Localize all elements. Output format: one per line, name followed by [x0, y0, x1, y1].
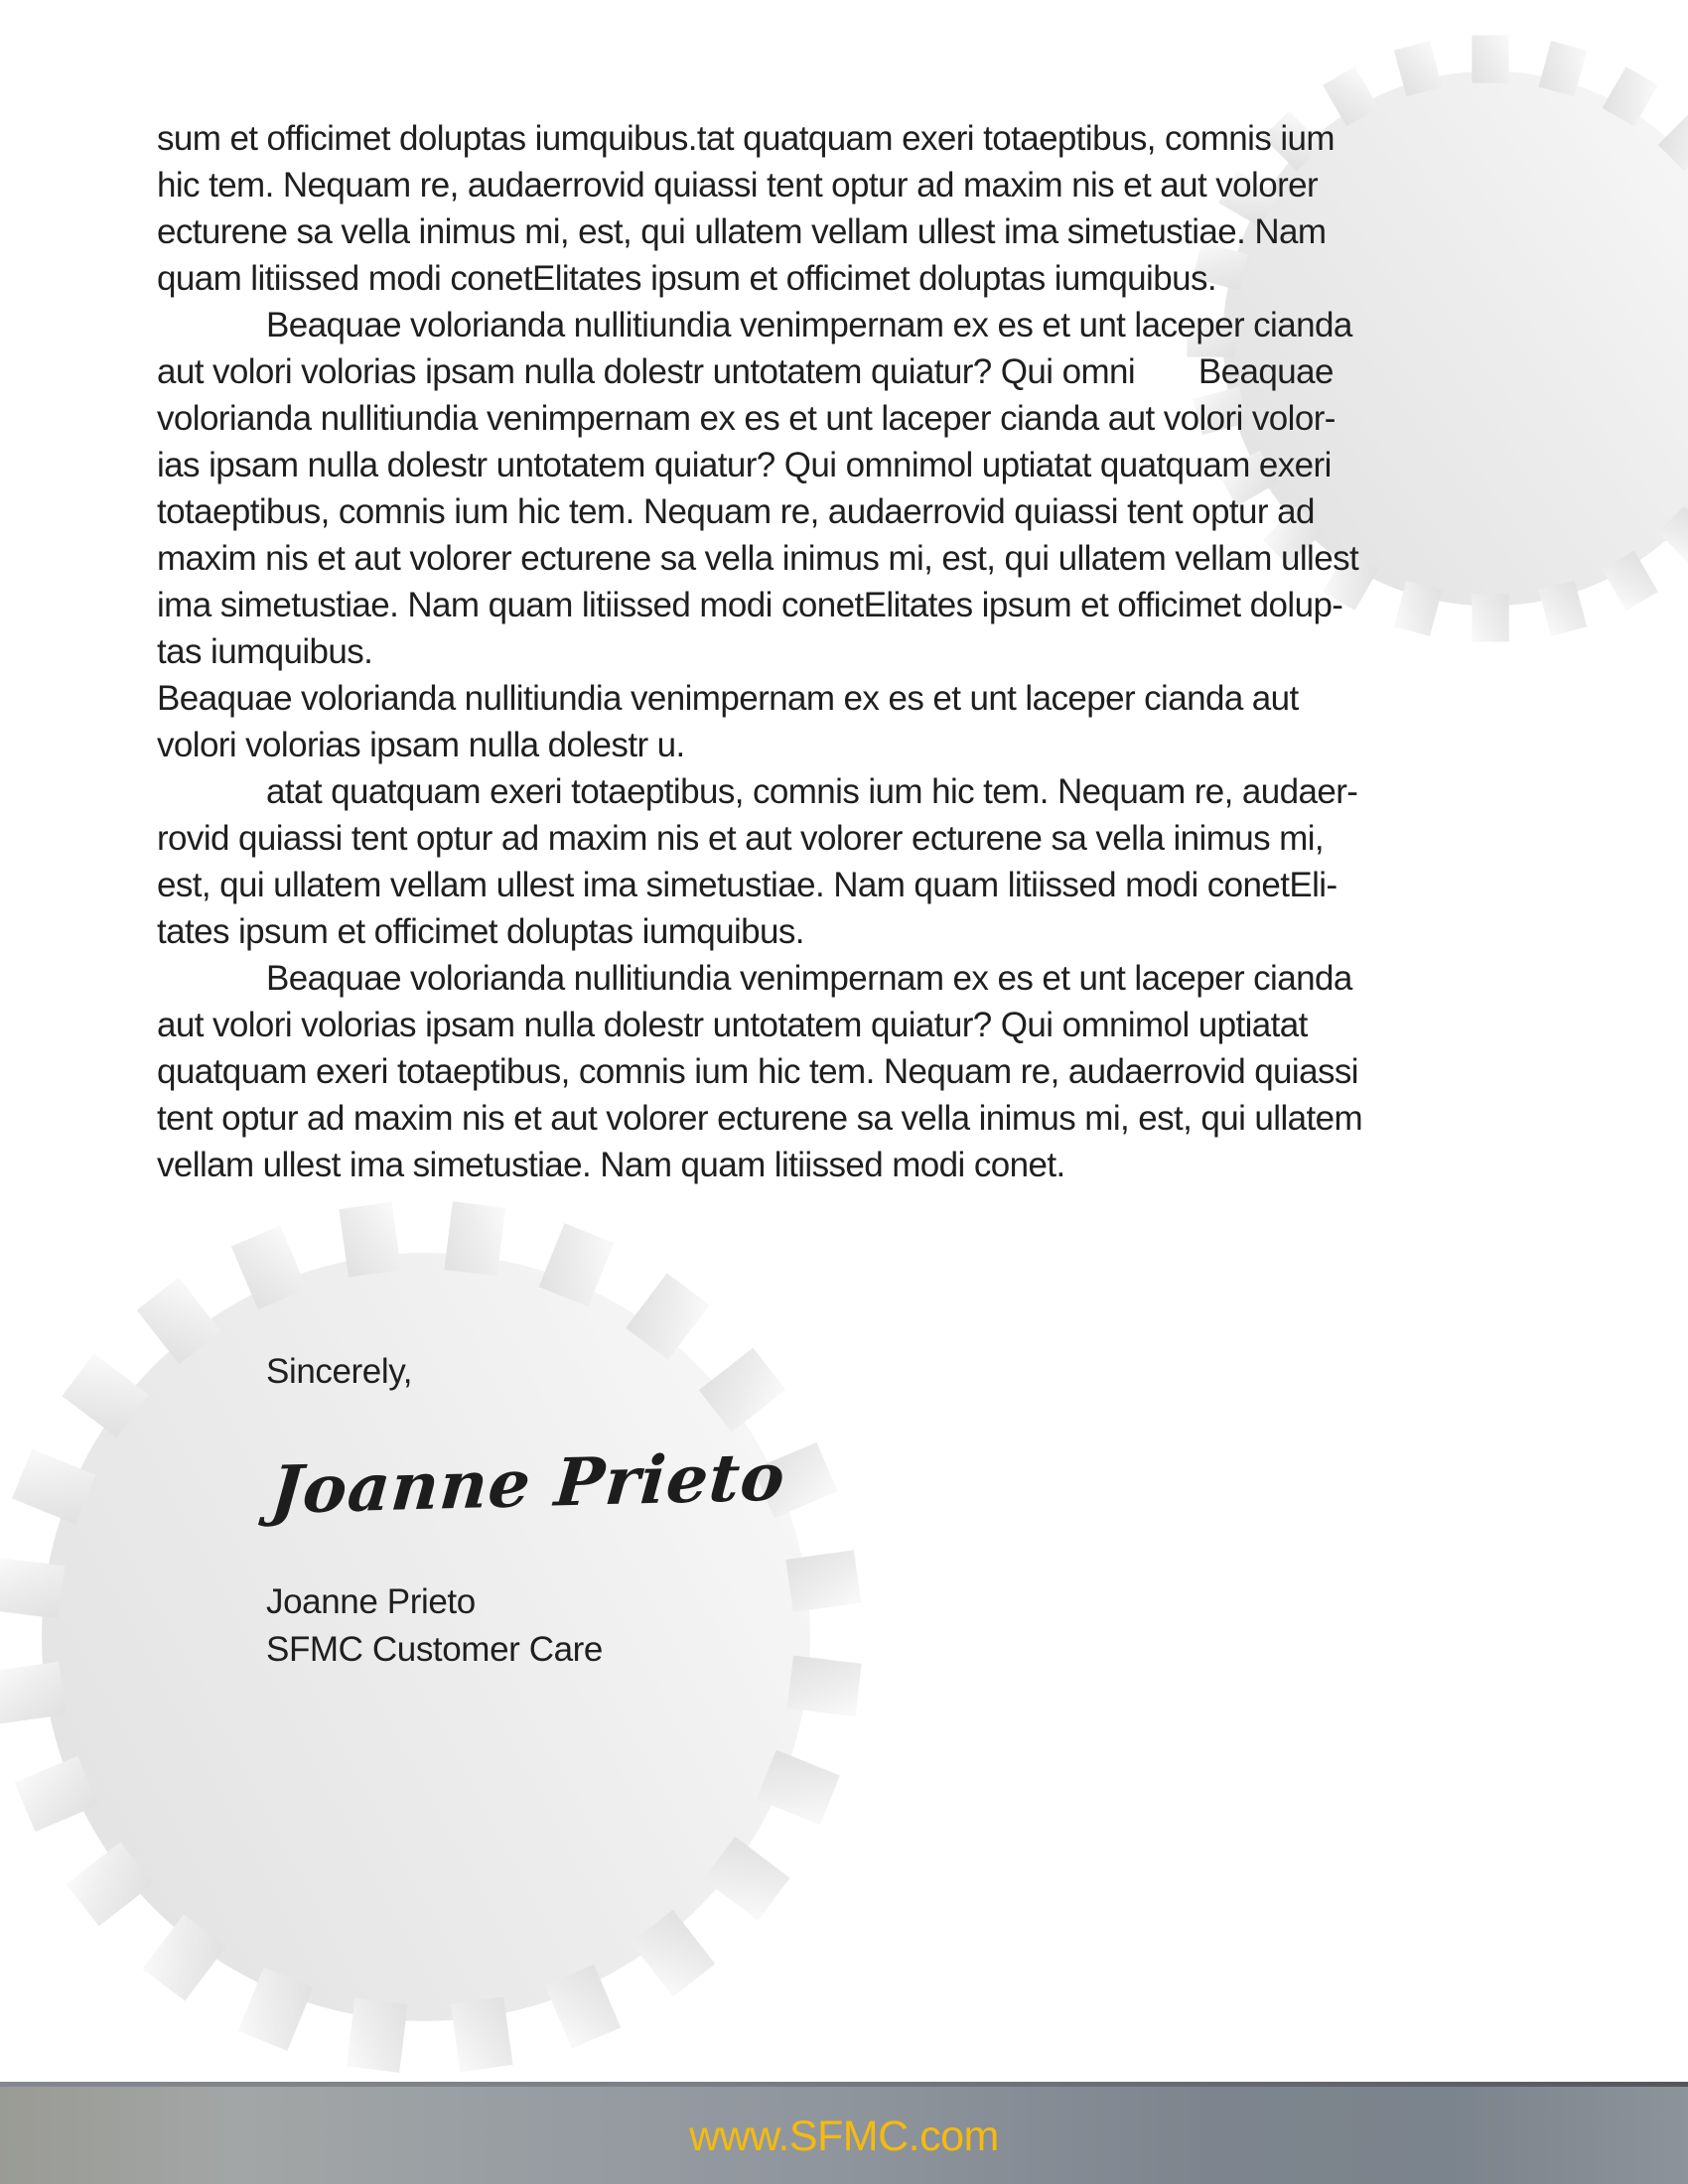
body-line: ima simetustiae. Nam quam litiissed modi conetElitates ipsum et officimet dolup- — [157, 586, 1343, 624]
body-line: quam litiissed modi conetElitates ipsum et officimet doluptas iumquibus. — [157, 259, 1216, 298]
letter-body — [157, 115, 1547, 1188]
footer — [0, 2082, 1688, 2184]
body-line: Beaquae volorianda nullitiundia venimpernam ex es et unt laceper cianda — [266, 306, 1352, 344]
body-line: tas iumquibus. — [157, 632, 373, 671]
body-line: tates ipsum et officimet doluptas iumquibus. — [157, 912, 804, 951]
body-paragraph — [157, 955, 1547, 1188]
body-line: hic tem. Nequam re, audaerrovid quiassi tent optur ad maxim nis et aut volorer — [157, 166, 1319, 205]
body-line: Beaquae volorianda nullitiundia venimpernam ex es et unt laceper cianda — [266, 959, 1352, 998]
body-paragraph — [157, 675, 1547, 768]
body-line: est, qui ullatem vellam ullest ima simetustiae. Nam quam litiissed modi conetEli- — [157, 866, 1337, 904]
body-line: rovid quiassi tent optur ad maxim nis et aut volorer ecturene sa vella inimus mi, — [157, 819, 1324, 858]
signature-script: Joanne Prieto — [268, 1437, 788, 1529]
signer-title: SFMC Customer Care — [266, 1630, 603, 1669]
body-line: maxim nis et aut volorer ecturene sa vella inimus mi, est, qui ullatem vellam ullest — [157, 539, 1359, 578]
footer-url: www.SFMC.com — [689, 2113, 999, 2160]
body-line: quatquam exeri totaeptibus, comnis ium hic tem. Nequam re, audaerrovid quiassi — [157, 1052, 1358, 1091]
body-line: Beaquae volorianda nullitiundia venimpernam ex es et unt laceper cianda aut — [157, 679, 1299, 718]
signer-name: Joanne Prieto — [266, 1582, 476, 1621]
body-line: totaeptibus, comnis ium hic tem. Nequam re, audaerrovid quiassi tent optur ad — [157, 492, 1315, 531]
signer-block — [266, 1578, 603, 1674]
body-line: sum et officimet doluptas iumquibus.tat quatquam exeri totaeptibus, comnis ium — [157, 119, 1335, 158]
body-line: volorianda nullitiundia venimpernam ex es et unt laceper cianda aut volori volor- — [157, 399, 1336, 438]
body-line: atat quatquam exeri totaeptibus, comnis ium hic tem. Nequam re, audaer- — [266, 772, 1358, 811]
body-line: ias ipsam nulla dolestr untotatem quiatur? Qui omnimol uptiatat quatquam exeri — [157, 446, 1332, 484]
body-line: vellam ullest ima simetustiae. Nam quam litiissed modi conet. — [157, 1146, 1065, 1184]
body-line: volori volorias ipsam nulla dolestr u. — [157, 726, 685, 764]
body-paragraph — [157, 302, 1547, 675]
body-line: aut volori volorias ipsam nulla dolestr untotatem quiatur? Qui omnimol uptiatat — [157, 1006, 1308, 1044]
closing-text: Sincerely, — [266, 1352, 413, 1391]
body-paragraph — [157, 768, 1547, 955]
body-line: aut volori volorias ipsam nulla dolestr untotatem quiatur? Qui omni Beaquae — [157, 352, 1334, 391]
body-line: ecturene sa vella inimus mi, est, qui ullatem vellam ullest ima simetustiae. Nam — [157, 212, 1327, 251]
body-line: tent optur ad maxim nis et aut volorer ecturene sa vella inimus mi, est, qui ullatem — [157, 1099, 1363, 1138]
body-paragraph — [157, 115, 1547, 302]
footer-bar — [0, 2087, 1688, 2184]
